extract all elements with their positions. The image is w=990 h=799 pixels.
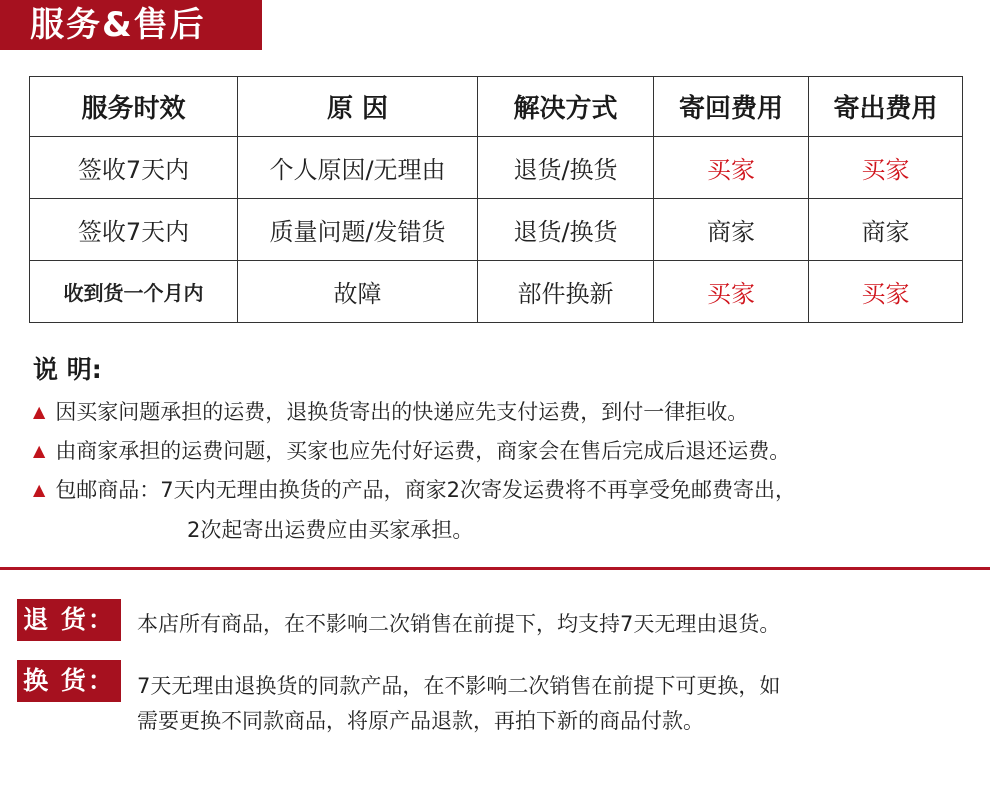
table-cell: 退货/换货	[478, 199, 654, 261]
triangle-icon: ▲	[33, 441, 46, 460]
table-cell: 签收7天内	[30, 199, 238, 261]
note-text: 因买家问题承担的运费，退换货寄出的快递应先支付运费，到付一律拒收。	[55, 400, 749, 424]
page-title: 服务&售后	[0, 0, 262, 50]
column-header: 寄出费用	[809, 77, 963, 137]
return-policy-text: 本店所有商品，在不影响二次销售在前提下，均支持7天无理由退货。	[137, 612, 781, 636]
triangle-icon: ▲	[33, 480, 46, 499]
column-header: 寄回费用	[654, 77, 809, 137]
note-item	[33, 396, 748, 426]
notes-heading: 说 明:	[33, 355, 102, 384]
exchange-label: 换 货：	[17, 660, 121, 702]
note-text: 包邮商品：7天内无理由换货的产品，商家2次寄发运费将不再享受免邮费寄出，	[55, 478, 797, 502]
table-cell: 质量问题/发错货	[238, 199, 478, 261]
column-header: 服务时效	[30, 77, 238, 137]
table-cell: 个人原因/无理由	[238, 137, 478, 199]
note-item	[33, 474, 796, 504]
table-cell: 买家	[809, 137, 963, 199]
table-cell: 部件换新	[478, 261, 654, 323]
table-cell: 买家	[654, 137, 809, 199]
exchange-policy-text: 7天无理由退换货的同款产品，在不影响二次销售在前提下可更换，如	[137, 674, 781, 698]
column-header: 解决方式	[478, 77, 654, 137]
table-cell: 故障	[238, 261, 478, 323]
note-continuation: 2次起寄出运费应由买家承担。	[187, 518, 474, 542]
service-table	[29, 76, 963, 323]
table-row	[30, 199, 963, 261]
table-row	[30, 261, 963, 323]
table-cell: 买家	[809, 261, 963, 323]
return-label: 退 货：	[17, 599, 121, 641]
table-cell: 签收7天内	[30, 137, 238, 199]
table-cell: 商家	[654, 199, 809, 261]
exchange-policy-text: 需要更换不同款商品，将原产品退款，再拍下新的商品付款。	[137, 709, 704, 733]
table-row	[30, 137, 963, 199]
table-cell: 收到货一个月内	[30, 261, 238, 323]
triangle-icon: ▲	[33, 402, 46, 421]
column-header: 原 因	[238, 77, 478, 137]
table-cell: 买家	[654, 261, 809, 323]
note-text: 由商家承担的运费问题，买家也应先付好运费，商家会在售后完成后退还运费。	[55, 439, 791, 463]
table-cell: 退货/换货	[478, 137, 654, 199]
table-header-row	[30, 77, 963, 137]
section-divider	[0, 567, 990, 570]
table-cell: 商家	[809, 199, 963, 261]
note-item	[33, 435, 790, 465]
